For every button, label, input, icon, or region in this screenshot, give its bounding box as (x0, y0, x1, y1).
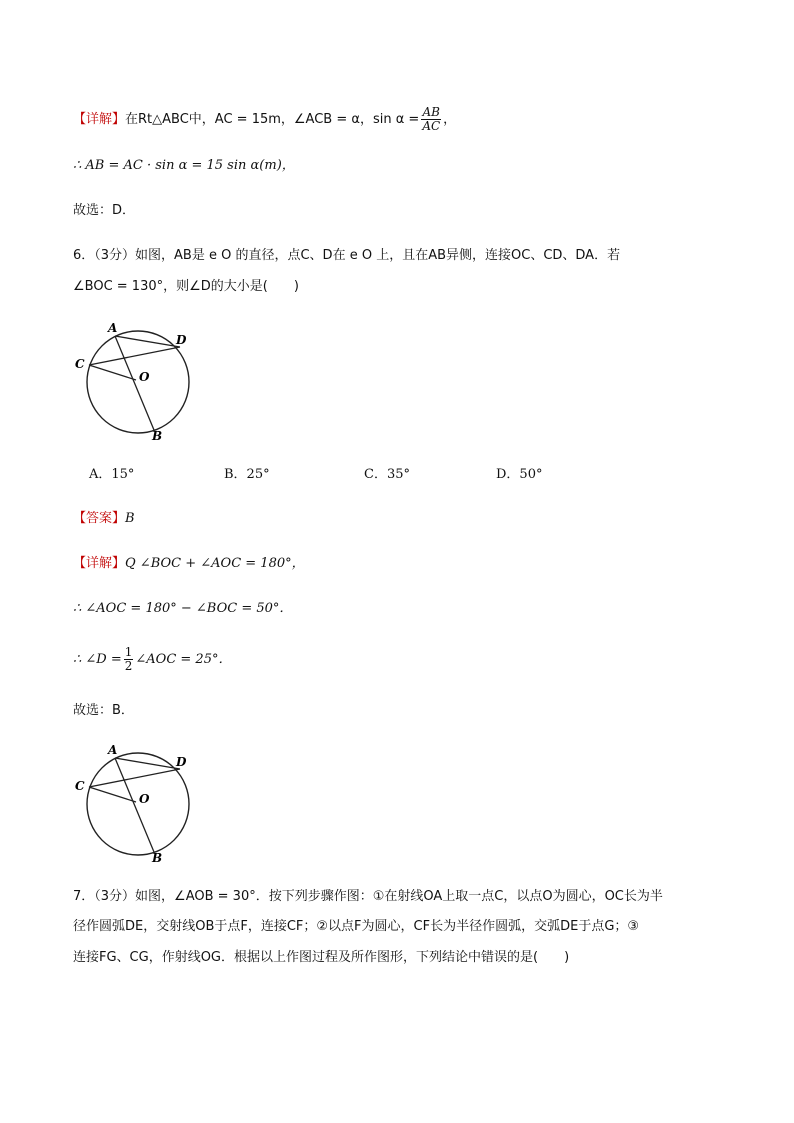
label-c: C (75, 779, 85, 793)
segment-cd (89, 347, 180, 365)
label-c: C (75, 357, 85, 371)
segment-da (115, 758, 180, 769)
detail5-line (73, 106, 456, 133)
half-fraction (124, 646, 134, 673)
choice-d[interactable]: D．50° (496, 467, 543, 482)
label-d: D (176, 755, 187, 769)
fraction-denominator: 2 (124, 659, 133, 673)
circle-diagram (72, 320, 194, 444)
label-a: A (108, 321, 118, 335)
detail6-final: 故选：B． (73, 703, 134, 718)
label-a: A (108, 743, 118, 757)
sin-fraction (421, 106, 441, 133)
question7-line3: 连接FG、CG，作射线OG．根据以上作图过程及所作图形，下列结论中错误的是( ) (73, 950, 570, 965)
label-d: D (176, 333, 187, 347)
fraction-denominator: AC (422, 119, 441, 133)
detail5-text: 在Rt△ABC中，AC = 15m，∠ACB = α，sin α = (125, 112, 420, 127)
detail6-step2: ∴ ∠AOC = 180° − ∠BOC = 50°． (73, 601, 293, 616)
detail6-step3 (73, 646, 231, 673)
circle-figure-question (72, 320, 194, 444)
answer-label: 【答案】 (73, 511, 126, 526)
detail6-line1 (73, 554, 305, 574)
step3-postfix: ∠AOC = 25°． (135, 652, 232, 667)
detail5-tail: ， (443, 112, 457, 127)
detail-label: 【详解】 (73, 556, 126, 571)
question7-line1: 7．（3分）如图，∠AOB = 30°．按下列步骤作图：①在射线OA上取一点C，以点O为圆心，OC长为半 (73, 889, 663, 904)
circle-diagram (72, 742, 194, 866)
answer6-line (73, 509, 135, 529)
segment-cd (89, 769, 180, 787)
question6-line1: 6．（3分）如图，AB是 e O 的直径，点C、D在 e O 上，且在AB异侧，连接OC、CD、DA．若 (73, 248, 621, 263)
choice-c[interactable]: C．35° (364, 467, 410, 482)
answer6-value: B (125, 511, 135, 526)
label-b: B (152, 851, 163, 865)
choice-a[interactable]: A．15° (89, 467, 135, 482)
fraction-numerator: AB (422, 105, 440, 119)
circle-figure-solution (72, 742, 194, 866)
segment-oc (89, 787, 136, 802)
step3-prefix: ∴ ∠D = (73, 652, 122, 667)
detail5-equation: ∴ AB = AC · sin α = 15 sin α(m)， (73, 158, 295, 173)
segment-da (115, 336, 180, 347)
question6-line2: ∠BOC = 130°，则∠D的大小是( ) (73, 279, 299, 294)
segment-oc (89, 365, 136, 380)
answer5-choice: 故选：D． (73, 203, 136, 218)
detail6-step1: Q ∠BOC + ∠AOC = 180°， (125, 556, 305, 571)
fraction-numerator: 1 (124, 645, 133, 659)
label-o: O (139, 370, 150, 384)
detail-label: 【详解】 (73, 112, 126, 127)
choice-b[interactable]: B．25° (224, 467, 270, 482)
question7-line2: 径作圆弧DE，交射线OB于点F，连接CF；②以点F为圆心，CF长为半径作圆弧，交弧DE于点G；③ (73, 919, 640, 934)
label-o: O (139, 792, 150, 806)
label-b: B (152, 429, 163, 443)
